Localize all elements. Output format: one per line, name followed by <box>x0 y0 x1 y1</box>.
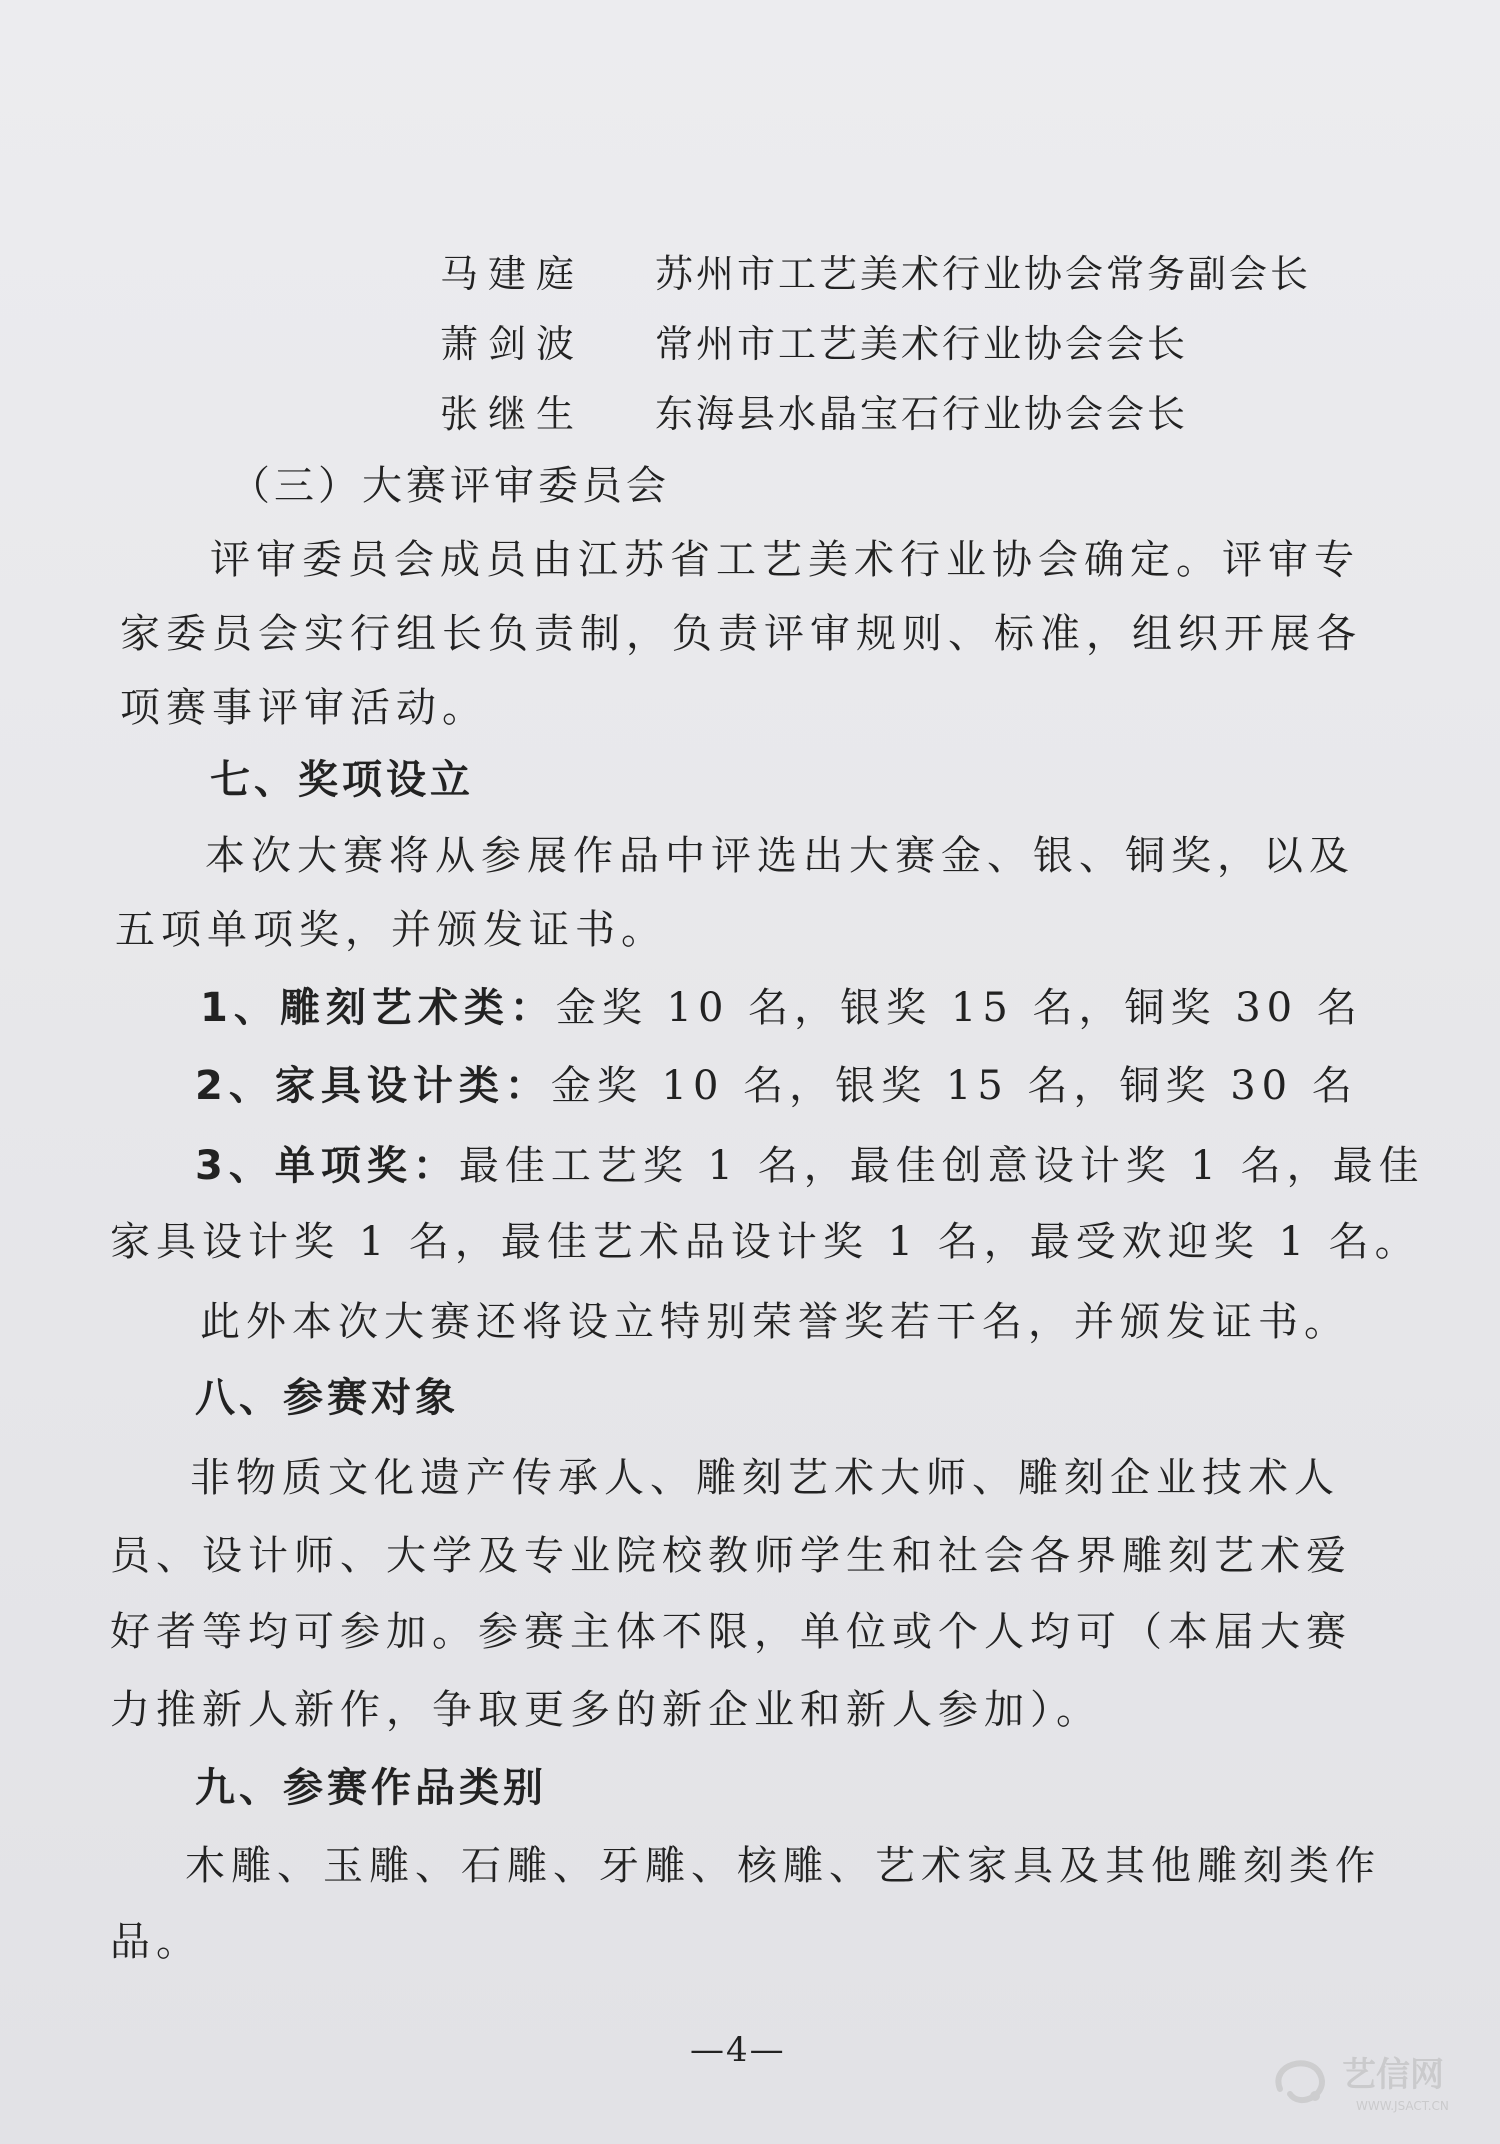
paragraph-line: 品。 <box>110 1919 202 1965</box>
paragraph-line: 非物质文化遗产传承人、雕刻艺术大师、雕刻企业技术人 <box>190 1455 1340 1501</box>
section-heading: 九、参赛作品类别 <box>195 1765 547 1811</box>
paragraph-line: 此外本次大赛还将设立特别荣誉奖若干名，并颁发证书。 <box>200 1299 1350 1345</box>
paragraph-line: 本次大赛将从参展作品中评选出大赛金、银、铜奖，以及 <box>205 833 1355 879</box>
award-label: 3、单项奖： <box>195 1143 459 1189</box>
paragraph-line: 力推新人新作，争取更多的新企业和新人参加）。 <box>110 1687 1102 1733</box>
member-name: 马建庭 <box>440 252 585 296</box>
paragraph-line: 评审委员会成员由江苏省工艺美术行业协会确定。评审专 <box>210 537 1360 583</box>
site-watermark-logo <box>1260 2034 1470 2124</box>
paragraph-line: 家委员会实行组长负责制，负责评审规则、标准，组织开展各 <box>120 611 1362 657</box>
award-text: 金奖 10 名，银奖 15 名，铜奖 30 名 <box>555 985 1363 1031</box>
member-name: 萧剑波 <box>440 322 585 366</box>
award-text: 最佳工艺奖 1 名，最佳创意设计奖 1 名，最佳 <box>458 1143 1425 1189</box>
paragraph-line: 木雕、玉雕、石雕、牙雕、核雕、艺术家具及其他雕刻类作 <box>185 1843 1381 1889</box>
award-item <box>200 982 1363 1034</box>
section-heading: （三）大赛评审委员会 <box>230 463 670 509</box>
paragraph-line: 好者等均可参加。参赛主体不限，单位或个人均可（本届大赛 <box>110 1609 1352 1655</box>
paragraph-line: 项赛事评审活动。 <box>120 685 488 731</box>
award-label: 1、雕刻艺术类： <box>200 985 556 1031</box>
paragraph-line: 家具设计奖 1 名，最佳艺术品设计奖 1 名，最受欢迎奖 1 名。 <box>110 1219 1421 1265</box>
award-label: 2、家具设计类： <box>195 1063 551 1109</box>
member-role: 苏州市工艺美术行业协会常务副会长 <box>655 252 1312 296</box>
paragraph-line: 五项单项奖，并颁发证书。 <box>115 907 667 953</box>
watermark-url: WWW.JSACT.CN <box>1356 2099 1449 2113</box>
section-heading: 七、奖项设立 <box>210 757 474 803</box>
member-role: 常州市工艺美术行业协会会长 <box>655 322 1189 366</box>
member-name: 张继生 <box>440 392 585 436</box>
page-number: —4— <box>690 2030 786 2070</box>
paragraph-line: 员、设计师、大学及专业院校教师学生和社会各界雕刻艺术爱 <box>110 1533 1352 1579</box>
section-heading: 八、参赛对象 <box>195 1375 459 1421</box>
watermark-swirl-icon <box>1278 2063 1322 2101</box>
award-text: 金奖 10 名，银奖 15 名，铜奖 30 名 <box>550 1063 1358 1109</box>
member-role: 东海县水晶宝石行业协会会长 <box>655 392 1189 436</box>
award-item <box>195 1140 1425 1192</box>
watermark-text: 艺信网 <box>1342 2055 1444 2095</box>
award-item <box>195 1060 1358 1112</box>
